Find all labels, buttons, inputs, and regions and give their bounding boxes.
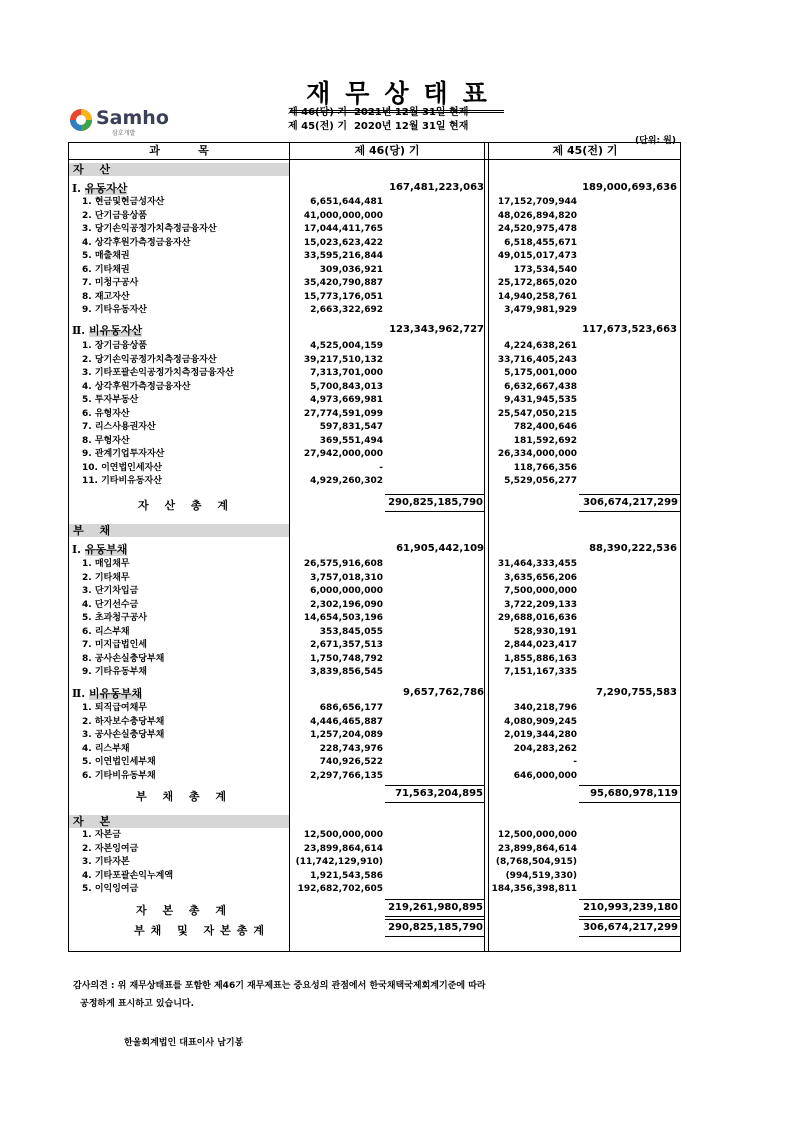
- line-item-current: 4,973,669,981: [310, 395, 383, 405]
- audit-opinion-line2: 공정하게 표시하고 있습니다.: [80, 999, 195, 1009]
- line-item-current: 4,929,260,302: [310, 476, 383, 486]
- audit-opinion-line1: 감사의견 : 위 재무상태표를 포함한 제46기 재무제표는 중요성의 관점에서 한국채택국제회계기준에 따라: [73, 981, 486, 991]
- line-item-previous: 3,479,981,929: [504, 305, 577, 315]
- line-item: [68, 829, 681, 842]
- line-item-label: 1. 매입채무: [82, 559, 130, 569]
- line-item-current: 2,302,196,090: [310, 599, 383, 610]
- line-item-current: 1,750,748,792: [310, 653, 383, 664]
- group-total-current: 167,481,223,063: [389, 182, 484, 193]
- samho-logo-icon: [68, 107, 94, 133]
- total-current: 290,825,185,790: [388, 922, 483, 933]
- line-item-previous: 528,930,191: [513, 626, 577, 637]
- line-item: [68, 743, 681, 756]
- line-item-current: 3,839,856,545: [310, 667, 383, 677]
- line-item-previous: 1,855,886,163: [504, 653, 577, 664]
- line-item-current: 5,700,843,013: [310, 381, 383, 392]
- line-item-current: 4,525,004,159: [310, 341, 383, 351]
- total-rule: [385, 802, 484, 803]
- line-item-label: 1. 자본금: [82, 830, 121, 840]
- line-item: [68, 435, 681, 448]
- line-item-previous: 25,172,865,020: [497, 278, 577, 288]
- line-item-label: 8. 재고자산: [82, 291, 130, 302]
- line-item: [68, 448, 681, 461]
- period-previous: 제 45(전) 기 2020년 12월 31일 현재: [288, 121, 469, 132]
- line-item-current: 4,446,465,887: [310, 716, 383, 727]
- line-item-previous: 184,356,398,811: [491, 884, 577, 894]
- line-item: [68, 421, 681, 434]
- line-item: [68, 196, 681, 209]
- total-current: 290,825,185,790: [388, 497, 483, 508]
- logo-text: Samho: [96, 107, 169, 129]
- line-item-current: 597,831,547: [319, 422, 383, 432]
- line-item-previous: 782,400,646: [513, 422, 577, 432]
- group-total-previous: 189,000,693,636: [582, 182, 677, 193]
- line-item-label: 4. 상각후원가측정금융자산: [82, 381, 191, 392]
- total-current: 71,563,204,895: [395, 788, 483, 799]
- line-item: [68, 475, 681, 488]
- line-item: [68, 612, 681, 625]
- unit-label: (단위: 원): [634, 136, 676, 146]
- line-item-label: 2. 기타채무: [82, 572, 130, 583]
- line-item-current: 192,682,702,605: [297, 884, 383, 894]
- line-item-label: 2. 하자보수충당부채: [82, 716, 165, 727]
- line-item: [68, 340, 681, 353]
- line-item: [68, 408, 681, 421]
- line-item-previous: 3,635,656,206: [504, 572, 577, 583]
- line-item-current: 27,942,000,000: [303, 449, 383, 459]
- line-item: [68, 277, 681, 290]
- line-item-current: 6,000,000,000: [310, 586, 383, 596]
- group-name: 유동부채: [84, 543, 128, 556]
- line-item: [68, 770, 681, 783]
- line-item-current: 2,297,766,135: [310, 770, 383, 781]
- header-divider: [68, 159, 681, 160]
- line-item-label: 6. 유형자산: [82, 408, 130, 419]
- line-item-previous: -: [573, 757, 577, 767]
- line-item-previous: 12,500,000,000: [497, 830, 577, 840]
- total-rule: [579, 785, 681, 786]
- line-item-previous: 6,632,667,438: [504, 381, 577, 392]
- samho-logo: [68, 107, 168, 137]
- line-item-previous: 26,334,000,000: [497, 449, 577, 459]
- line-item-current: 41,000,000,000: [303, 210, 383, 221]
- line-item-label: 7. 리스사용권자산: [82, 422, 156, 432]
- line-item-current: 14,654,503,196: [303, 613, 383, 623]
- document-title: 재무상태표: [0, 74, 794, 110]
- line-item-previous: 24,520,975,478: [497, 224, 577, 234]
- total-current: 219,261,980,895: [388, 902, 483, 913]
- line-item-current: 369,551,494: [319, 435, 383, 446]
- line-item-previous: 14,940,258,761: [497, 291, 577, 302]
- line-item-label: 9. 관계기업투자자산: [82, 449, 165, 459]
- line-item-label: 9. 기타유동자산: [82, 305, 147, 315]
- total-label: 부채 및 자본총계: [134, 924, 271, 937]
- line-item-current: 2,663,322,692: [310, 305, 383, 315]
- group-total-current: 9,657,762,786: [403, 687, 484, 698]
- line-item-current: 1,921,543,586: [310, 870, 383, 881]
- line-item-current: 12,500,000,000: [303, 830, 383, 840]
- total-rule: [579, 916, 681, 917]
- group-name: 비유동자산: [88, 324, 143, 337]
- line-item-previous: (8,768,504,915): [495, 857, 577, 867]
- line-item-label: 5. 매출채권: [82, 251, 130, 261]
- line-item-label: 4. 기타포괄손익누계액: [82, 870, 174, 881]
- line-item-previous: 181,592,692: [513, 435, 577, 446]
- line-item-label: 5. 이연법인세부채: [82, 757, 156, 767]
- line-item: [68, 729, 681, 742]
- line-item-previous: 25,547,050,215: [497, 408, 577, 419]
- period-current: 제 46(당) 기 2021년 12월 31일 현재: [288, 107, 469, 118]
- line-item: [68, 856, 681, 869]
- group-name: 유동자산: [84, 182, 128, 195]
- line-item-previous: (994,519,330): [505, 870, 577, 881]
- line-item-label: 9. 기타유동부채: [82, 667, 147, 677]
- logo-subtext: 삼호개발: [112, 130, 136, 137]
- line-item-label: 2. 당기손익공정가치측정금융자산: [82, 354, 217, 365]
- line-item-current: 35,420,790,887: [303, 278, 383, 288]
- line-item: [68, 843, 681, 856]
- line-item-current: 6,651,644,481: [310, 197, 383, 207]
- line-item-current: 686,656,177: [319, 703, 383, 713]
- total-rule: [385, 916, 484, 917]
- line-item: [68, 585, 681, 598]
- line-item: [68, 354, 681, 367]
- line-item: [68, 264, 681, 277]
- line-item-label: 3. 기타포괄손익공정가치측정금융자산: [82, 368, 234, 378]
- line-item: [68, 237, 681, 250]
- line-item-current: 228,743,976: [319, 743, 383, 754]
- section-label: 자 본: [73, 815, 117, 828]
- line-item-label: 6. 리스부채: [82, 626, 130, 637]
- line-item-label: 1. 장기금융상품: [82, 341, 147, 351]
- total-rule: [385, 494, 484, 495]
- line-item-label: 4. 단기선수금: [82, 599, 139, 610]
- line-item-previous: 6,518,455,671: [504, 237, 577, 248]
- line-item-label: 5. 이익잉여금: [82, 884, 139, 894]
- line-item-current: 23,899,864,614: [303, 843, 383, 854]
- line-item-current: 15,773,176,051: [303, 291, 383, 302]
- header-item: 과 목: [149, 144, 209, 157]
- total-rule: [385, 919, 484, 920]
- line-item-current: 26,575,916,608: [303, 559, 383, 569]
- group-total-current: 61,905,442,109: [396, 543, 484, 554]
- total-label: 자 본 총 계: [136, 904, 232, 917]
- line-item-previous: 5,529,056,277: [504, 476, 577, 486]
- section-header: [69, 815, 289, 828]
- line-item-current: 17,044,411,765: [303, 224, 383, 234]
- total-previous: 210,993,239,180: [583, 902, 678, 913]
- line-item: [68, 572, 681, 585]
- line-item-label: 1. 퇴직급여채무: [82, 703, 147, 713]
- line-item-current: 27,774,591,099: [303, 408, 383, 419]
- section-header: [69, 524, 289, 537]
- line-item-previous: 5,175,001,000: [504, 368, 577, 378]
- total-previous: 306,674,217,299: [583, 922, 678, 933]
- line-item-label: 2. 단기금융상품: [82, 210, 147, 221]
- group-total-previous: 117,673,523,663: [582, 324, 677, 335]
- section-label: 부 채: [73, 524, 117, 537]
- line-item-previous: 646,000,000: [513, 770, 577, 781]
- line-item-current: 2,671,357,513: [310, 640, 383, 650]
- total-rule: [385, 936, 484, 937]
- line-item-label: 2. 자본잉여금: [82, 843, 139, 854]
- header-previous: 제 45(전) 기: [552, 144, 618, 157]
- group-roman: Ⅱ.: [72, 687, 86, 700]
- line-item-label: 3. 단기차입금: [82, 586, 139, 596]
- line-item-previous: 118,766,356: [513, 462, 577, 473]
- total-label: 부 채 총 계: [136, 790, 232, 803]
- line-item: [68, 716, 681, 729]
- total-previous: 306,674,217,299: [583, 497, 678, 508]
- total-rule: [579, 899, 681, 900]
- line-item-previous: 2,844,023,417: [504, 640, 577, 650]
- group-total-current: 123,343,962,727: [389, 324, 484, 335]
- section-header: [69, 163, 289, 176]
- group-total-previous: 7,290,755,583: [596, 687, 677, 698]
- line-item: [68, 756, 681, 769]
- line-item-previous: 49,015,017,473: [497, 251, 577, 261]
- line-item-current: -: [379, 462, 383, 473]
- line-item: [68, 367, 681, 380]
- line-item-current: 1,257,204,089: [310, 730, 383, 740]
- line-item-previous: 7,500,000,000: [504, 586, 577, 596]
- line-item: [68, 291, 681, 304]
- line-item: [68, 462, 681, 475]
- line-item: [68, 304, 681, 317]
- line-item: [68, 394, 681, 407]
- line-item-previous: 2,019,344,280: [504, 730, 577, 740]
- line-item-label: 4. 리스부채: [82, 743, 130, 754]
- line-item-previous: 204,283,262: [513, 743, 577, 754]
- group-roman: Ⅱ.: [72, 324, 86, 337]
- header-current: 제 46(당) 기: [354, 144, 420, 157]
- line-item-label: 1. 현금및현금성자산: [82, 197, 165, 207]
- line-item-previous: 31,464,333,455: [497, 559, 577, 569]
- group-total-row: [68, 686, 681, 699]
- line-item: [68, 639, 681, 652]
- line-item-label: 7. 미청구공사: [82, 278, 139, 288]
- line-item-previous: 48,026,894,820: [497, 210, 577, 221]
- line-item-label: 7. 미지급법인세: [82, 640, 147, 650]
- auditor-signature: 한울회계법인 대표이사 남기봉: [124, 1038, 244, 1048]
- line-item-label: 6. 기타비유동부채: [82, 770, 156, 781]
- group-total-previous: 88,390,222,536: [589, 543, 677, 554]
- group-total-row: [68, 542, 681, 555]
- line-item-current: 740,926,522: [319, 757, 383, 767]
- section-label: 자 산: [73, 163, 117, 176]
- line-item: [68, 381, 681, 394]
- line-item-label: 10. 이연법인세자산: [82, 462, 162, 473]
- line-item-label: 11. 기타비유동자산: [82, 476, 162, 486]
- line-item-previous: 173,534,540: [513, 264, 577, 275]
- group-roman: Ⅰ.: [72, 182, 81, 195]
- line-item: [68, 558, 681, 571]
- total-label: 자 산 총 계: [138, 499, 234, 512]
- line-item-current: 3,757,018,310: [310, 572, 383, 583]
- line-item-label: 8. 공사손실충당부채: [82, 653, 165, 664]
- total-rule: [579, 494, 681, 495]
- line-item: [68, 702, 681, 715]
- total-rule: [385, 511, 484, 512]
- line-item-current: 33,595,216,844: [303, 251, 383, 261]
- line-item: [68, 666, 681, 679]
- line-item-previous: 7,151,167,335: [504, 667, 577, 677]
- line-item: [68, 599, 681, 612]
- line-item-label: 3. 공사손실충당부채: [82, 730, 165, 740]
- line-item: [68, 626, 681, 639]
- total-previous: 95,680,978,119: [590, 788, 678, 799]
- line-item-label: 3. 기타자본: [82, 857, 130, 867]
- total-rule: [385, 785, 484, 786]
- line-item-label: 3. 당기손익공정가치측정금융자산: [82, 224, 217, 234]
- line-item-previous: 23,899,864,614: [497, 843, 577, 854]
- line-item-current: (11,742,129,910): [295, 857, 383, 867]
- group-total-row: [68, 181, 681, 194]
- line-item-previous: 3,722,209,133: [504, 599, 577, 610]
- total-rule: [579, 936, 681, 937]
- line-item-label: 5. 초과청구공사: [82, 613, 147, 623]
- line-item-label: 5. 투자부동산: [82, 395, 139, 405]
- line-item-previous: 9,431,945,535: [504, 395, 577, 405]
- line-item: [68, 223, 681, 236]
- line-item-label: 8. 무형자산: [82, 435, 130, 446]
- line-item: [68, 870, 681, 883]
- line-item-current: 15,023,623,422: [303, 237, 383, 248]
- line-item-previous: 33,716,405,243: [497, 354, 577, 365]
- group-roman: Ⅰ.: [72, 543, 81, 556]
- line-item: [68, 250, 681, 263]
- total-rule: [579, 511, 681, 512]
- line-item-previous: 4,080,909,245: [504, 716, 577, 727]
- line-item-previous: 29,688,016,636: [497, 613, 577, 623]
- line-item-current: 353,845,055: [319, 626, 383, 637]
- line-item-current: 7,313,701,000: [310, 368, 383, 378]
- group-name: 비유동부채: [88, 687, 143, 700]
- line-item-current: 39,217,510,132: [303, 354, 383, 365]
- line-item: [68, 653, 681, 666]
- line-item-previous: 4,224,638,261: [504, 341, 577, 351]
- line-item-label: 4. 상각후원가측정금융자산: [82, 237, 191, 248]
- line-item: [68, 210, 681, 223]
- line-item-label: 6. 기타채권: [82, 264, 130, 275]
- total-rule: [385, 899, 484, 900]
- group-total-row: [68, 323, 681, 336]
- line-item-previous: 17,152,709,944: [497, 197, 577, 207]
- total-rule: [579, 919, 681, 920]
- line-item-previous: 340,218,796: [513, 703, 577, 713]
- total-rule: [579, 802, 681, 803]
- line-item: [68, 883, 681, 896]
- line-item-current: 309,036,921: [319, 264, 383, 275]
